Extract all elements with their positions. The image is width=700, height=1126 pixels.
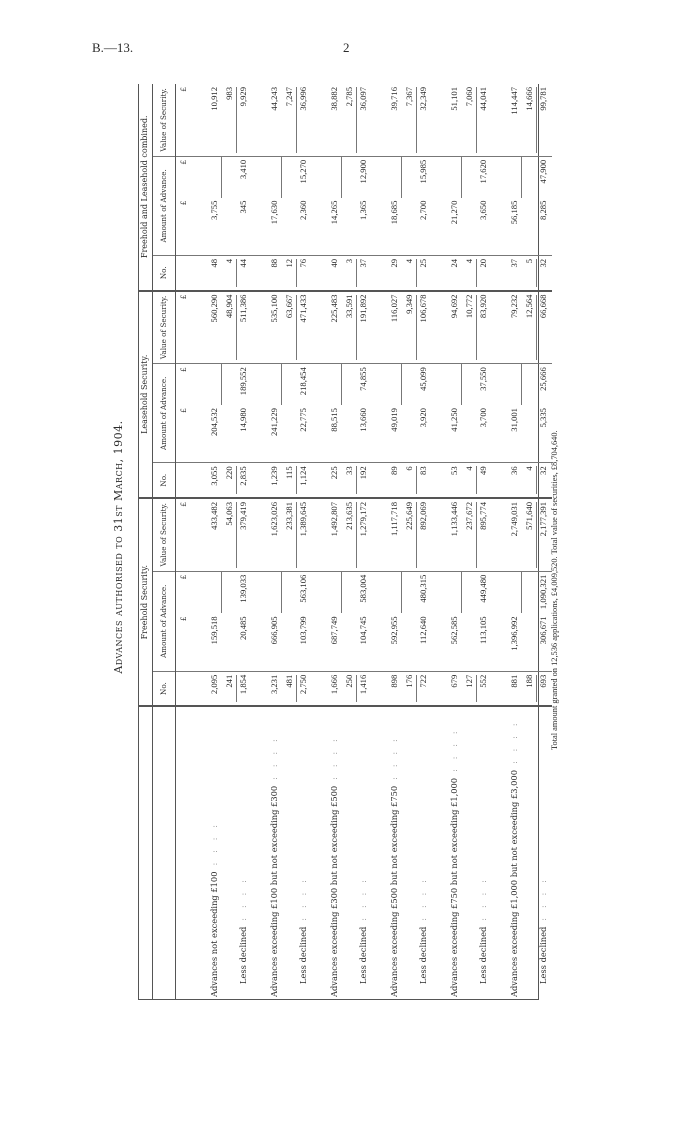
leader-dots: : : : :: [270, 735, 279, 786]
fl-no-cell: [462, 255, 493, 290]
table-row: [402, 84, 433, 1000]
fl-value-total: 99,781: [536, 87, 548, 153]
row-label-text: Less declined: [538, 926, 548, 984]
subheader-amount: Amount of Advance.: [153, 571, 176, 671]
fl-value-cell: [222, 84, 253, 156]
currency-mark: £: [179, 574, 189, 580]
subheader-no: No.: [153, 463, 176, 498]
row-label-text: Advances exceeding £750 but not exceeding £1,000: [448, 777, 459, 997]
fl-amount-total-cell: [492, 156, 522, 197]
fl-amount-total-cell: 12,900: [342, 156, 373, 197]
fl-no-cell: 48: [192, 255, 222, 290]
lh-no-total: 1,124: [296, 466, 308, 494]
fl-amount-cell: 2,360: [282, 198, 313, 256]
row-label: [282, 706, 313, 1000]
fl-amount-cell: 8,285: [522, 198, 553, 256]
fh-no-value: 176: [403, 674, 414, 688]
fh-no-cell: 3,231: [252, 671, 282, 706]
lh-value-total: 471,433: [296, 295, 308, 361]
lh-value-cell: 79,232: [492, 291, 522, 364]
lh-value-value: 9,349: [403, 294, 414, 314]
currency-mark: £: [179, 159, 189, 165]
fl-no-cell: [222, 255, 253, 290]
fh-value-total: 2,177,391: [536, 502, 548, 568]
fl-no-cell: 88: [252, 255, 282, 290]
fl-no-value: 4: [223, 258, 234, 264]
fh-no-cell: [342, 671, 373, 706]
fh-amount-total-cell: [252, 571, 282, 613]
lh-value-value: 12,564: [523, 294, 534, 319]
leader-dots: : : : :: [330, 735, 339, 786]
currency-mark: £: [176, 198, 193, 256]
row-label: [402, 706, 433, 1000]
currency-mark: £: [176, 613, 193, 671]
leader-dots: : : : :: [300, 876, 308, 927]
fl-no-cell: 29: [372, 255, 402, 290]
fh-no-total: 722: [416, 675, 428, 703]
fh-amount-cell: 1,396,992: [492, 613, 522, 671]
lh-amount-cell: 204,532: [192, 405, 222, 463]
subheader-no: No.: [153, 671, 176, 706]
rotated-table-region: [104, 84, 594, 1010]
lh-amount-cell: 241,229: [252, 405, 282, 463]
lh-value-cell: [342, 291, 373, 364]
fl-value-value: 2,785: [343, 87, 354, 107]
fl-amount-cell: 18,685: [372, 198, 402, 256]
fh-value-value: 225,649: [403, 501, 414, 530]
fl-value-cell: [522, 84, 553, 156]
fl-value-total: 44,041: [476, 87, 488, 153]
lh-no-total: 49: [476, 466, 488, 494]
lh-no-cell: [522, 463, 553, 498]
fh-value-total: 1,279,172: [356, 502, 368, 568]
fh-amount-cell: 113,105: [462, 613, 493, 671]
lh-value-cell: [222, 291, 253, 364]
fh-amount-total-cell: 1,090,321: [522, 571, 553, 613]
fh-no-total: 1,416: [356, 675, 368, 703]
lh-amount-cell: 22,775: [282, 405, 313, 463]
fl-value-value: 7,060: [463, 87, 474, 107]
row-label: [252, 706, 282, 1000]
currency-mark: £: [179, 367, 189, 373]
fl-value-total: 9,929: [236, 87, 248, 153]
subheader-value: Value of Security.: [153, 498, 176, 571]
fh-no-cell: [222, 671, 253, 706]
fl-value-cell: 51,101: [432, 84, 462, 156]
fh-value-cell: 1,492,807: [312, 498, 342, 571]
row-label: [432, 706, 462, 1000]
fl-amount-total-cell: 15,270: [282, 156, 313, 197]
lh-value-total: 83,920: [476, 295, 488, 361]
lh-no-total: 83: [416, 466, 428, 494]
currency-mark: £: [176, 291, 193, 364]
fl-amount-total-cell: [372, 156, 402, 197]
row-label: [342, 706, 373, 1000]
fh-no-cell: 1,666: [312, 671, 342, 706]
lh-amount-cell: 41,250: [432, 405, 462, 463]
fl-no-value: 5: [523, 258, 534, 264]
lh-no-value: 4: [523, 466, 534, 471]
fh-value-value: 237,672: [463, 501, 474, 530]
fh-no-total: 552: [476, 675, 488, 703]
lh-no-cell: 225: [312, 463, 342, 498]
lh-no-value: 6: [403, 466, 414, 471]
row-label-text: Advances exceeding £1,000 but not exceeding £3,000: [508, 770, 519, 997]
row-label: [192, 706, 222, 1000]
label-column-subheader: [153, 706, 176, 1000]
table-row: [282, 84, 313, 1000]
fl-value-value: 14,666: [523, 87, 534, 111]
lh-amount-cell: 49,019: [372, 405, 402, 463]
lh-value-cell: [402, 291, 433, 364]
fh-value-value: 54,063: [223, 501, 234, 526]
lh-amount-cell: 5,335: [522, 405, 553, 463]
lh-value-cell: 116,027: [372, 291, 402, 364]
fl-value-total: 36,097: [356, 87, 368, 153]
fl-no-value: 4: [463, 258, 474, 264]
subheader-amount: Amount of Advance.: [153, 156, 176, 255]
fh-value-cell: [462, 498, 493, 571]
fh-amount-cell: 112,640: [402, 613, 433, 671]
fl-value-value: 7,367: [403, 87, 414, 107]
fh-value-total: 379,419: [236, 502, 248, 568]
leader-dots: : : : :: [510, 719, 519, 770]
table-row: [312, 84, 342, 1000]
fh-no-value: 127: [463, 674, 474, 688]
fh-no-cell: [462, 671, 493, 706]
fh-value-value: 233,381: [283, 501, 294, 530]
lh-no-cell: [462, 463, 493, 498]
lh-value-total: 511,386: [236, 295, 248, 361]
lh-value-cell: 225,483: [312, 291, 342, 364]
fh-amount-cell: 306,671: [522, 613, 553, 671]
fl-amount-cell: 1,365: [342, 198, 373, 256]
leader-dots: : : : :: [360, 876, 368, 927]
table-row: [252, 84, 282, 1000]
fl-no-total: 76: [296, 259, 308, 287]
fh-value-cell: 2,749,031: [492, 498, 522, 571]
currency-mark: £: [176, 405, 193, 463]
lh-no-value: 115: [283, 466, 294, 479]
fh-value-cell: 1,623,026: [252, 498, 282, 571]
leader-dots: : : : :: [480, 876, 488, 927]
subheader-amount: Amount of Advance.: [153, 364, 176, 463]
lh-amount-total-cell: [492, 364, 522, 405]
fh-value-value: 213,635: [343, 501, 354, 530]
fl-no-cell: 37: [492, 255, 522, 290]
row-label-text: Less declined: [298, 926, 308, 984]
fl-amount-cell: 17,630: [252, 198, 282, 256]
lh-amount-total-cell: 74,855: [342, 364, 373, 405]
lh-amount-cell: 14,980: [222, 405, 253, 463]
fh-value-value: 571,640: [523, 501, 534, 530]
lh-no-total: 2,835: [236, 466, 248, 494]
table-row: [462, 84, 493, 1000]
fl-value-cell: 44,243: [252, 84, 282, 156]
lh-amount-cell: 88,515: [312, 405, 342, 463]
table-row: [492, 84, 522, 1000]
fl-amount-cell: 21,270: [432, 198, 462, 256]
fh-amount-total-cell: 563,106: [282, 571, 313, 613]
lh-no-cell: 89: [372, 463, 402, 498]
fh-value-cell: [222, 498, 253, 571]
fh-amount-cell: 562,585: [432, 613, 462, 671]
fh-amount-total-cell: [312, 571, 342, 613]
fl-value-cell: 114,447: [492, 84, 522, 156]
fl-no-total: 20: [476, 259, 488, 287]
fh-value-cell: 433,482: [192, 498, 222, 571]
fl-value-cell: 10,912: [192, 84, 222, 156]
lh-value-value: 63,667: [283, 294, 294, 319]
lh-amount-cell: 31,001: [492, 405, 522, 463]
leader-dots: : : : :: [450, 727, 459, 778]
fl-no-cell: [522, 255, 553, 290]
fh-amount-total-cell: [192, 571, 222, 613]
lh-value-total: 106,678: [416, 295, 428, 361]
lh-no-cell: [402, 463, 433, 498]
label-column-header: [138, 706, 153, 1000]
fh-amount-total-cell: 139,033: [222, 571, 253, 613]
lh-no-cell: 36: [492, 463, 522, 498]
fh-value-total: 895,774: [476, 502, 488, 568]
fl-amount-total-cell: [312, 156, 342, 197]
fl-amount-total-cell: 15,985: [402, 156, 433, 197]
fl-value-value: 983: [223, 87, 234, 100]
fh-value-cell: [282, 498, 313, 571]
lh-amount-cell: 3,920: [402, 405, 433, 463]
table-row: [222, 84, 253, 1000]
fh-no-cell: 898: [372, 671, 402, 706]
row-label: [222, 706, 253, 1000]
row-label: [312, 706, 342, 1000]
row-label-text: Less declined: [418, 926, 428, 984]
fh-amount-total-cell: [372, 571, 402, 613]
fh-amount-cell: 592,955: [372, 613, 402, 671]
lh-no-value: 220: [223, 466, 234, 480]
lh-no-cell: 1,239: [252, 463, 282, 498]
lh-amount-cell: 13,660: [342, 405, 373, 463]
table-row: [342, 84, 373, 1000]
fl-no-cell: 24: [432, 255, 462, 290]
lh-value-cell: 560,290: [192, 291, 222, 364]
fl-amount-total-cell: [432, 156, 462, 197]
row-label-text: Advances exceeding £300 but not exceeding £500: [328, 785, 339, 997]
fh-amount-cell: 159,518: [192, 613, 222, 671]
fl-no-value: 4: [403, 258, 414, 264]
lh-no-value: 33: [343, 466, 354, 475]
fl-value-cell: [282, 84, 313, 156]
row-label: [492, 706, 522, 1000]
fl-no-cell: 40: [312, 255, 342, 290]
lh-amount-total-cell: 37,550: [462, 364, 493, 405]
fh-no-cell: [282, 671, 313, 706]
fl-value-total: 36,996: [296, 87, 308, 153]
fl-amount-cell: 2,700: [402, 198, 433, 256]
lh-no-cell: [342, 463, 373, 498]
fl-amount-total-cell: [252, 156, 282, 197]
group-header-combined: Freehold and Leasehold combined.: [138, 84, 153, 291]
fh-no-total: 2,750: [296, 675, 308, 703]
fh-no-total: 693: [536, 675, 548, 703]
row-label-text: Advances not exceeding £100: [208, 871, 219, 997]
fh-no-total: 1,854: [236, 675, 248, 703]
lh-value-cell: 535,100: [252, 291, 282, 364]
lh-value-cell: [282, 291, 313, 364]
lh-no-total: 192: [356, 466, 368, 494]
lh-no-total: 32: [536, 466, 548, 494]
lh-no-cell: [282, 463, 313, 498]
fl-value-cell: [462, 84, 493, 156]
fh-no-cell: 679: [432, 671, 462, 706]
lh-amount-total-cell: [372, 364, 402, 405]
fl-amount-cell: 345: [222, 198, 253, 256]
fh-amount-cell: 104,745: [342, 613, 373, 671]
row-label-text: Less declined: [478, 926, 488, 984]
table-footnote: Total amount granted on 12,536 applications, £4,009,520. Total value of securities, £8,704,640.: [550, 430, 559, 750]
fl-no-total: 44: [236, 259, 248, 287]
fl-amount-total-cell: 47,900: [522, 156, 553, 197]
fh-amount-cell: 20,485: [222, 613, 253, 671]
fl-amount-total-cell: 3,410: [222, 156, 253, 197]
leader-dots: : : : :: [240, 876, 248, 927]
page-header-code: B.—13.: [92, 40, 134, 55]
fl-no-cell: [282, 255, 313, 290]
fh-no-value: 250: [343, 674, 354, 688]
fl-value-value: 7,247: [283, 87, 294, 107]
subheader-value: Value of Security.: [153, 84, 176, 156]
row-label: [522, 706, 553, 1000]
page-number: 2: [343, 40, 350, 55]
fh-amount-cell: 687,749: [312, 613, 342, 671]
fl-amount-cell: 3,650: [462, 198, 493, 256]
fh-amount-cell: 103,799: [282, 613, 313, 671]
fh-amount-total-cell: [432, 571, 462, 613]
fl-value-total: 32,349: [416, 87, 428, 153]
fl-no-value: 12: [283, 258, 294, 268]
leader-dots: : : : :: [540, 876, 548, 927]
fh-value-total: 892,069: [416, 502, 428, 568]
lh-no-cell: 53: [432, 463, 462, 498]
fh-value-cell: 1,133,446: [432, 498, 462, 571]
table-row: [522, 84, 553, 1000]
advances-table: [138, 84, 552, 1000]
leader-dots: : : : :: [210, 821, 219, 872]
table-title: Advances authorised to 31st March, 1904.: [112, 420, 125, 674]
fh-value-total: 1,389,645: [296, 502, 308, 568]
table-row: [432, 84, 462, 1000]
lh-no-cell: [222, 463, 253, 498]
subheader-no: No.: [153, 255, 176, 290]
fl-value-cell: [342, 84, 373, 156]
fh-value-cell: [522, 498, 553, 571]
table-row: [372, 84, 402, 1000]
row-label-text: Less declined: [358, 926, 368, 984]
lh-value-total: 191,892: [356, 295, 368, 361]
fl-amount-cell: 56,185: [492, 198, 522, 256]
lh-value-value: 10,772: [463, 294, 474, 319]
fl-no-value: 3: [343, 258, 354, 264]
fh-amount-total-cell: [492, 571, 522, 613]
fl-value-cell: 39,716: [372, 84, 402, 156]
lh-amount-cell: 3,700: [462, 405, 493, 463]
currency-mark: £: [176, 84, 193, 156]
fh-no-cell: 881: [492, 671, 522, 706]
row-label-text: Advances exceeding £500 but not exceeding £750: [388, 785, 399, 997]
lh-amount-total-cell: [432, 364, 462, 405]
fh-amount-total-cell: 583,004: [342, 571, 373, 613]
row-label: [372, 706, 402, 1000]
table-row: [192, 84, 222, 1000]
group-header-leasehold: Leasehold Security.: [138, 291, 153, 498]
subheader-value: Value of Security.: [153, 291, 176, 364]
fh-value-cell: [402, 498, 433, 571]
fl-value-cell: [402, 84, 433, 156]
lh-value-value: 48,904: [223, 294, 234, 319]
fh-amount-cell: 666,905: [252, 613, 282, 671]
fh-no-value: 481: [283, 674, 294, 688]
fh-no-cell: [522, 671, 553, 706]
fh-no-cell: 2,095: [192, 671, 222, 706]
lh-value-cell: [522, 291, 553, 364]
fl-no-cell: [342, 255, 373, 290]
fh-amount-total-cell: 449,480: [462, 571, 493, 613]
fl-amount-cell: 3,755: [192, 198, 222, 256]
fl-amount-total-cell: 17,620: [462, 156, 493, 197]
lh-value-value: 33,591: [343, 294, 354, 319]
lh-amount-total-cell: [252, 364, 282, 405]
currency-mark: £: [176, 498, 193, 571]
fl-value-cell: 38,882: [312, 84, 342, 156]
lh-amount-total-cell: 218,454: [282, 364, 313, 405]
lh-amount-total-cell: [192, 364, 222, 405]
lh-no-cell: 3,055: [192, 463, 222, 498]
leader-dots: : : : :: [390, 735, 399, 786]
fh-no-value: 241: [223, 674, 234, 688]
row-label-text: Less declined: [238, 926, 248, 984]
group-header-freehold: Freehold Security.: [138, 498, 153, 706]
lh-amount-total-cell: 25,666: [522, 364, 553, 405]
lh-amount-total-cell: 189,552: [222, 364, 253, 405]
fh-amount-total-cell: 480,315: [402, 571, 433, 613]
row-label-text: Advances exceeding £100 but not exceeding £300: [268, 785, 279, 997]
fh-value-cell: 1,117,718: [372, 498, 402, 571]
fl-amount-total-cell: [192, 156, 222, 197]
fh-no-cell: [402, 671, 433, 706]
fl-no-cell: [402, 255, 433, 290]
lh-no-value: 4: [463, 466, 474, 471]
fl-no-total: 32: [536, 259, 548, 287]
fl-amount-cell: 14,265: [312, 198, 342, 256]
lh-value-cell: [462, 291, 493, 364]
fl-no-total: 25: [416, 259, 428, 287]
fl-no-total: 37: [356, 259, 368, 287]
leader-dots: : : : :: [420, 876, 428, 927]
lh-amount-total-cell: 45,099: [402, 364, 433, 405]
row-label: [462, 706, 493, 1000]
fh-value-cell: [342, 498, 373, 571]
fh-no-value: 188: [523, 674, 534, 688]
lh-value-total: 66,668: [536, 295, 548, 361]
lh-amount-total-cell: [312, 364, 342, 405]
lh-value-cell: 94,692: [432, 291, 462, 364]
